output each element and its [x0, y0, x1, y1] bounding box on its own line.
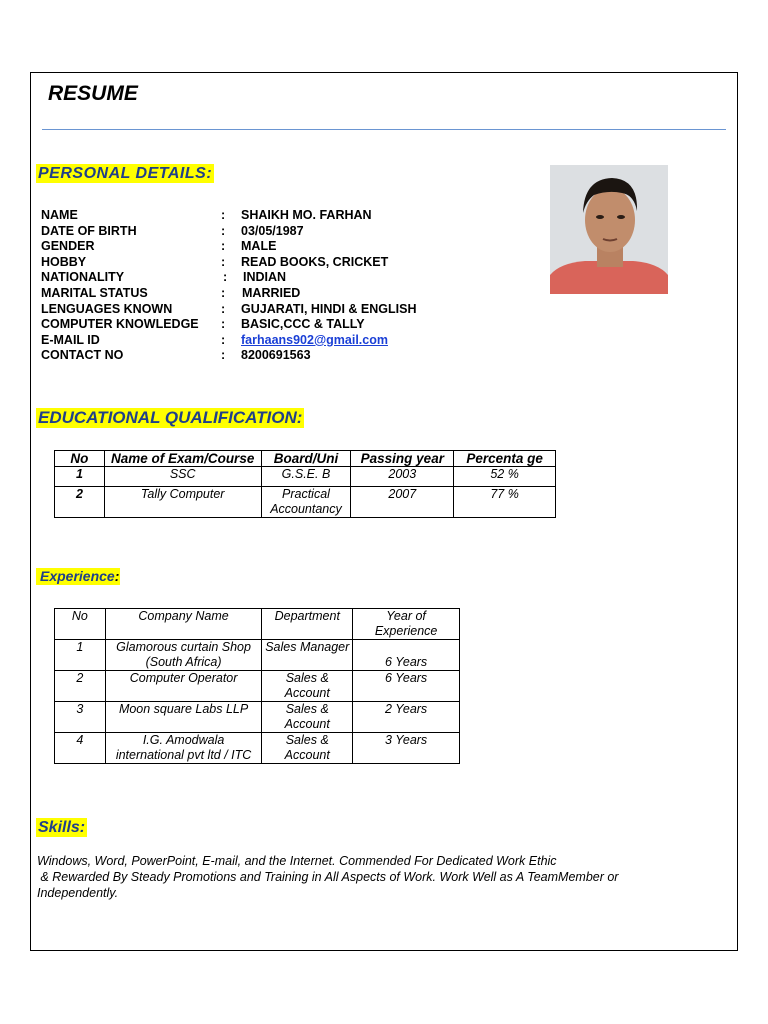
table-cell: 6 Years	[353, 640, 460, 671]
detail-value: SHAIKH MO. FARHAN	[241, 208, 372, 222]
detail-separator: :	[221, 208, 226, 222]
table-cell: I.G. Amodwala international pvt ltd / ITC	[105, 733, 262, 764]
column-header: Department	[262, 609, 353, 640]
resume-title: RESUME	[48, 82, 138, 105]
table-cell: 3	[55, 702, 106, 733]
detail-value: READ BOOKS, CRICKET	[241, 254, 389, 269]
table-cell: Sales & Account	[262, 702, 353, 733]
column-header: Year of Experience	[353, 609, 460, 640]
skills-line: & Rewarded By Steady Promotions and Training in All Aspects of Work. Work Well as A TeamMember or	[37, 870, 619, 884]
detail-value: 03/05/1987	[241, 223, 304, 238]
experience-heading	[36, 568, 120, 585]
column-header: No	[55, 609, 106, 640]
table-cell: Sales & Account	[262, 671, 353, 702]
detail-label: GENDER	[41, 239, 95, 254]
table-cell: 2	[55, 487, 105, 518]
table-cell: Moon square Labs LLP	[105, 702, 262, 733]
title-divider	[42, 129, 726, 130]
table-cell: G.S.E. B	[261, 467, 351, 487]
detail-label: MARITAL STATUS	[41, 285, 148, 300]
skills-line: Independently.	[37, 886, 119, 900]
detail-label: NATIONALITY	[41, 270, 125, 285]
table-cell: Sales & Account	[262, 733, 353, 764]
table-cell: Practical Accountancy	[261, 487, 351, 518]
detail-value: MARRIED	[242, 285, 301, 300]
detail-separator: :	[221, 254, 226, 269]
detail-label: CONTACT NO	[41, 348, 124, 363]
table-cell: 2	[55, 671, 106, 702]
column-header: Passing year	[351, 451, 454, 467]
table-cell: 1	[55, 640, 106, 671]
detail-separator: :	[221, 239, 226, 254]
table-row	[55, 671, 460, 702]
email-link[interactable]: farhaans902@gmail.com	[241, 332, 388, 347]
detail-separator: :	[221, 301, 226, 316]
detail-separator: :	[221, 223, 226, 238]
table-row	[55, 733, 460, 764]
column-header: No	[55, 451, 105, 467]
table-row	[55, 702, 460, 733]
detail-label: COMPUTER KNOWLEDGE	[41, 317, 199, 332]
detail-label: LENGUAGES KNOWN	[41, 301, 173, 316]
detail-separator: :	[223, 270, 228, 285]
detail-separator: :	[221, 348, 226, 363]
table-header-row	[55, 609, 460, 640]
portrait-image	[550, 165, 668, 294]
table-cell: 77 %	[454, 487, 556, 518]
detail-value: BASIC,CCC & TALLY	[241, 317, 365, 332]
table-cell: Sales Manager	[262, 640, 353, 671]
skills-paragraph	[37, 853, 697, 901]
detail-separator: :	[221, 285, 226, 300]
experience-table	[54, 608, 460, 764]
table-row	[55, 467, 556, 487]
detail-label: DATE OF BIRTH	[41, 223, 137, 238]
skills-heading: Skills:	[38, 819, 86, 836]
detail-separator: :	[221, 317, 226, 332]
column-header: Percenta ge	[454, 451, 556, 467]
education-table	[54, 450, 556, 518]
table-header-row	[55, 451, 556, 467]
table-cell: Tally Computer	[104, 487, 261, 518]
table-cell: Glamorous curtain Shop (South Africa)	[105, 640, 262, 671]
detail-label: NAME	[41, 208, 78, 222]
column-header: Company Name	[105, 609, 262, 640]
table-cell: 4	[55, 733, 106, 764]
education-heading: EDUCATIONAL QUALIFICATION:	[38, 408, 303, 427]
column-header: Board/Uni	[261, 451, 351, 467]
detail-label: HOBBY	[41, 254, 87, 269]
table-cell: 1	[55, 467, 105, 487]
table-cell: 2003	[351, 467, 454, 487]
personal-details-heading: PERSONAL DETAILS:	[38, 165, 213, 182]
detail-label: E-MAIL ID	[41, 332, 100, 347]
column-header: Name of Exam/Course	[104, 451, 261, 467]
table-cell: Computer Operator	[105, 671, 262, 702]
detail-value: INDIAN	[243, 270, 287, 285]
table-cell: SSC	[104, 467, 261, 487]
table-cell: 2007	[351, 487, 454, 518]
detail-value: 8200691563	[241, 348, 311, 363]
detail-value: GUJARATI, HINDI & ENGLISH	[241, 301, 417, 316]
table-row	[55, 487, 556, 518]
detail-value: MALE	[241, 239, 277, 254]
table-cell: 2 Years	[353, 702, 460, 733]
table-cell: 6 Years	[353, 671, 460, 702]
skills-line: Windows, Word, PowerPoint, E-mail, and the Internet. Commended For Dedicated Work Ethic	[37, 854, 557, 868]
table-cell: 52 %	[454, 467, 556, 487]
experience-heading-colon: :	[114, 568, 120, 584]
detail-separator: :	[221, 332, 226, 347]
table-row	[55, 640, 460, 671]
profile-photo	[550, 165, 668, 294]
experience-heading-text: Experience	[40, 568, 115, 584]
table-cell: 3 Years	[353, 733, 460, 764]
